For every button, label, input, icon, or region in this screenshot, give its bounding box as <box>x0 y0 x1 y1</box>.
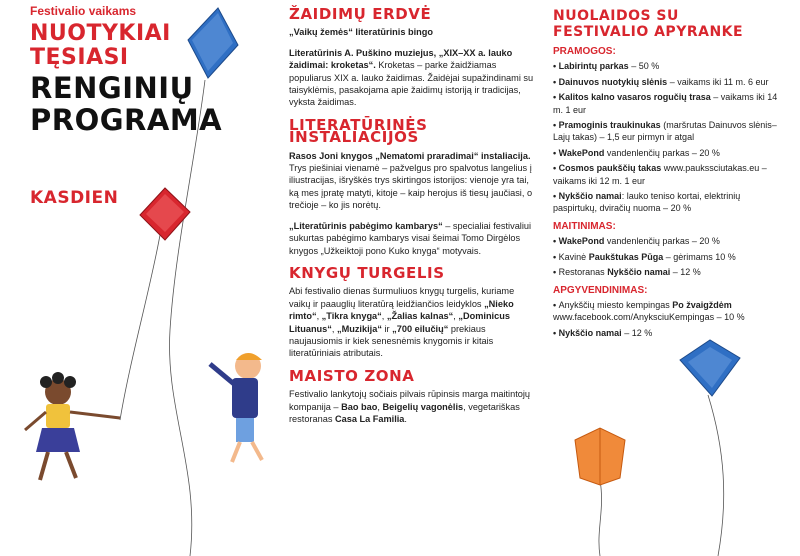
list-item: • Kavinė Paukštukas Pūga – gėrimams 10 % <box>553 251 783 263</box>
right-column <box>553 8 783 342</box>
title-adventures <box>30 22 171 70</box>
food-subheading: MAITINIMAS: <box>553 220 616 232</box>
list-item: • Dainuvos nuotykių slėnis – vaikams iki 11 m. 6 eur <box>553 76 783 88</box>
boy-illustration <box>210 353 262 462</box>
accommodation-subheading: APGYVENDINIMAS: <box>553 284 648 296</box>
food-zone-heading: MAISTO ZONA <box>289 366 415 385</box>
games-heading: ŽAIDIMŲ ERDVĖ <box>289 5 432 23</box>
list-item: • Kalitos kalno vasaros rogučių trasa – vaikams iki 14 m. 1 eur <box>553 91 783 116</box>
list-item: • Cosmos paukščių takas www.paukssciutakas.eu – vaikams iki 12 m. 1 eur <box>553 162 783 187</box>
bingo-text: „Vaikų žemės“ literatūrinis bingo <box>289 27 433 38</box>
installations-heading: LITERATŪRINĖS INSTALIACIJOS <box>289 115 428 147</box>
festival-label: Festivalio vaikams <box>30 4 137 18</box>
title-line-4: PROGRAMA <box>30 103 223 137</box>
list-item: • Nykščio namai – 12 % <box>553 327 783 339</box>
title-line-1: NUOTYKIAI <box>30 21 171 46</box>
list-item: • Labirintų parkas – 50 % <box>553 60 783 72</box>
section-daily-heading: KASDIEN <box>30 188 119 208</box>
orange-book-icon <box>575 428 625 485</box>
list-item: • WakePond vandenlenčių parkas – 20 % <box>553 147 783 159</box>
rasos-paragraph: Rasos Joni knygos „Nematomi praradimai“ instaliacija. Trys piešiniai vienamė – pažvelgus pro spalvotus langelius į iliustracijas, išryškės trys skirtingos istorijos: vienoje yra tai, ką mes įpratę matyti, kitoje – kaip herojus iš tiesų jaučiasi, o trečioje – ko jis norėtų. <box>289 150 533 211</box>
accommodation-list <box>553 299 783 339</box>
title-program <box>30 72 222 136</box>
list-item: • Nykščio namai: lauko teniso kortai, elektrinių paspirtukų, dviračių nuoma – 20 % <box>553 190 783 215</box>
title-line-3: RENGINIŲ <box>30 71 194 105</box>
title-line-2: TĘSIASI <box>30 45 129 70</box>
girl-illustration <box>25 372 120 480</box>
food-list <box>553 235 783 278</box>
entertainment-list <box>553 60 783 214</box>
pushkin-paragraph: Literatūrinis A. Puškino muziejus, „XIX–XX a. lauko žaidimai: kroketas“. Kroketas – parke žaidžiamas populiarus XIX a. lauko žaidimas. Žaidėjai supažindinami su taisyklėmis, pasakojama apie žaidimų istoriją ir tradicijas, vyksta žaidimas. <box>289 47 534 108</box>
book-market-heading: KNYGŲ TURGELIS <box>289 263 445 282</box>
discounts-heading: NUOLAIDOS SU FESTIVALIO APYRANKE <box>553 8 744 40</box>
escape-room-paragraph: „Literatūrinis pabėgimo kambarys“ – specialiai festivaliui sukurtas pabėgimo kambarys visai šeimai Tomo Dirgėlos knygos „Užkeiktoji pono Kuko knyga“ motyvais. <box>289 220 532 256</box>
food-zone-paragraph: Festivalio lankytojų sočiais pilvais rūpinsis marga maitintojų kompanija – Bao bao, Beigelių vagonėlis, vegetariškas restoranas Casa La Familia. <box>289 389 531 424</box>
list-item: • Pramoginis traukinukas (maršrutas Dainuvos slėnis–Lajų takas) – 1,5 eur pirmyn ir atgal <box>553 119 783 144</box>
red-book-kite-icon <box>140 188 190 240</box>
list-item: • WakePond vandenlenčių parkas – 20 % <box>553 235 783 247</box>
list-item: • Anykščių miesto kempingas Po žvaigždėm www.facebook.com/AnyksciuKempingas – 10 % <box>553 299 783 324</box>
entertainment-subheading: PRAMOGOS: <box>553 46 616 57</box>
blue-book-kite-icon <box>188 8 238 78</box>
list-item: • Restoranas Nykščio namai – 12 % <box>553 266 783 278</box>
book-market-paragraph: Abi festivalio dienas šurmuliuos knygų turgelis, kuriame vaikų ir paauglių literatūrą leidžiančios leidyklos „Nieko rimto“, „Tikra knyga“, „Žalias kalnas“, „Dominicus Lituanus“, „Muzikija“ ir „700 eilučių“ prekiaus naujausiomis ir kiek senesnėmis knygomis ir kitais literatūriniais atributais. <box>289 286 515 359</box>
blue-book-right-icon <box>680 340 740 396</box>
middle-column <box>289 5 534 433</box>
